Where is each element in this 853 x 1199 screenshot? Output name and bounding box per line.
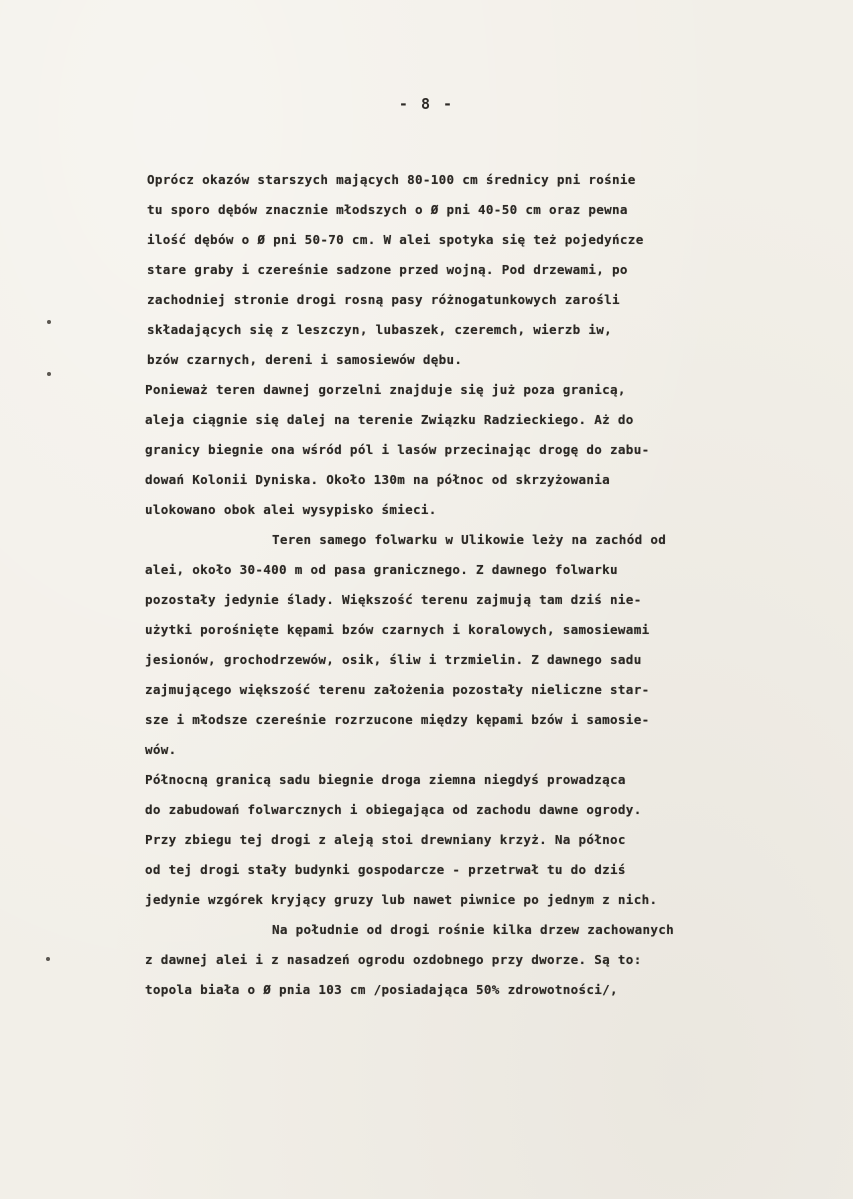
text-line: od tej drogi stały budynki gospodarcze - przetrwał tu do dziś [145,862,626,877]
text-line: bzów czarnych, dereni i samosiewów dębu. [147,352,463,367]
margin-mark [47,320,51,324]
text-line: Oprócz okazów starszych mających 80-100 cm średnicy pni rośnie [147,172,636,187]
text-line: tu sporo dębów znacznie młodszych o Ø pni 40-50 cm oraz pewna [147,202,628,217]
text-line: Ponieważ teren dawnej gorzelni znajduje się już poza granicą, [145,382,626,397]
text-line: aleja ciągnie się dalej na terenie Związku Radzieckiego. Aż do [145,412,634,427]
text-line: ilość dębów o Ø pni 50-70 cm. W alei spotyka się też pojedyńcze [147,232,644,247]
text-line: Teren samego folwarku w Ulikowie leży na zachód od [272,532,667,547]
page-number: - 8 - [398,95,455,113]
text-line: z dawnej alei i z nasadzeń ogrodu ozdobnego przy dworze. Są to: [145,952,642,967]
text-line: zachodniej stronie drogi rosną pasy różnogatunkowych zarośli [147,292,620,307]
text-line: ulokowano obok alei wysypisko śmieci. [145,502,437,517]
margin-mark [46,957,50,961]
text-line: Na południe od drogi rośnie kilka drzew zachowanych [272,922,674,937]
text-line: jedynie wzgórek kryjący gruzy lub nawet piwnice po jednym z nich. [145,892,658,907]
text-line: dowań Kolonii Dyniska. Około 130m na północ od skrzyżowania [145,472,611,487]
text-line: pozostały jedynie ślady. Większość terenu zajmują tam dziś nie- [145,592,642,607]
text-line: alei, około 30-400 m od pasa granicznego. Z dawnego folwarku [145,562,618,577]
text-line: granicy biegnie ona wśród pól i lasów przecinając drogę do zabu- [145,442,650,457]
text-line: topola biała o Ø pnia 103 cm /posiadająca 50% zdrowotności/, [145,982,618,997]
text-line: użytki porośnięte kępami bzów czarnych i koralowych, samosiewami [145,622,650,637]
text-line: do zabudowań folwarcznych i obiegająca od zachodu dawne ogrody. [145,802,642,817]
text-line: składających się z leszczyn, lubaszek, czeremch, wierzb iw, [147,322,613,337]
text-line: zajmującego większość terenu założenia pozostały nieliczne star- [145,682,650,697]
text-line: Przy zbiegu tej drogi z aleją stoi drewniany krzyż. Na północ [145,832,626,847]
text-line: Północną granicą sadu biegnie droga ziemna niegdyś prowadząca [145,772,626,787]
margin-mark [47,372,51,376]
text-line: jesionów, grochodrzewów, osik, śliw i trzmielin. Z dawnego sadu [145,652,642,667]
text-line: stare graby i czereśnie sadzone przed wojną. Pod drzewami, po [147,262,628,277]
text-line: sze i młodsze czereśnie rozrzucone między kępami bzów i samosie- [145,712,650,727]
text-line: wów. [145,742,177,757]
